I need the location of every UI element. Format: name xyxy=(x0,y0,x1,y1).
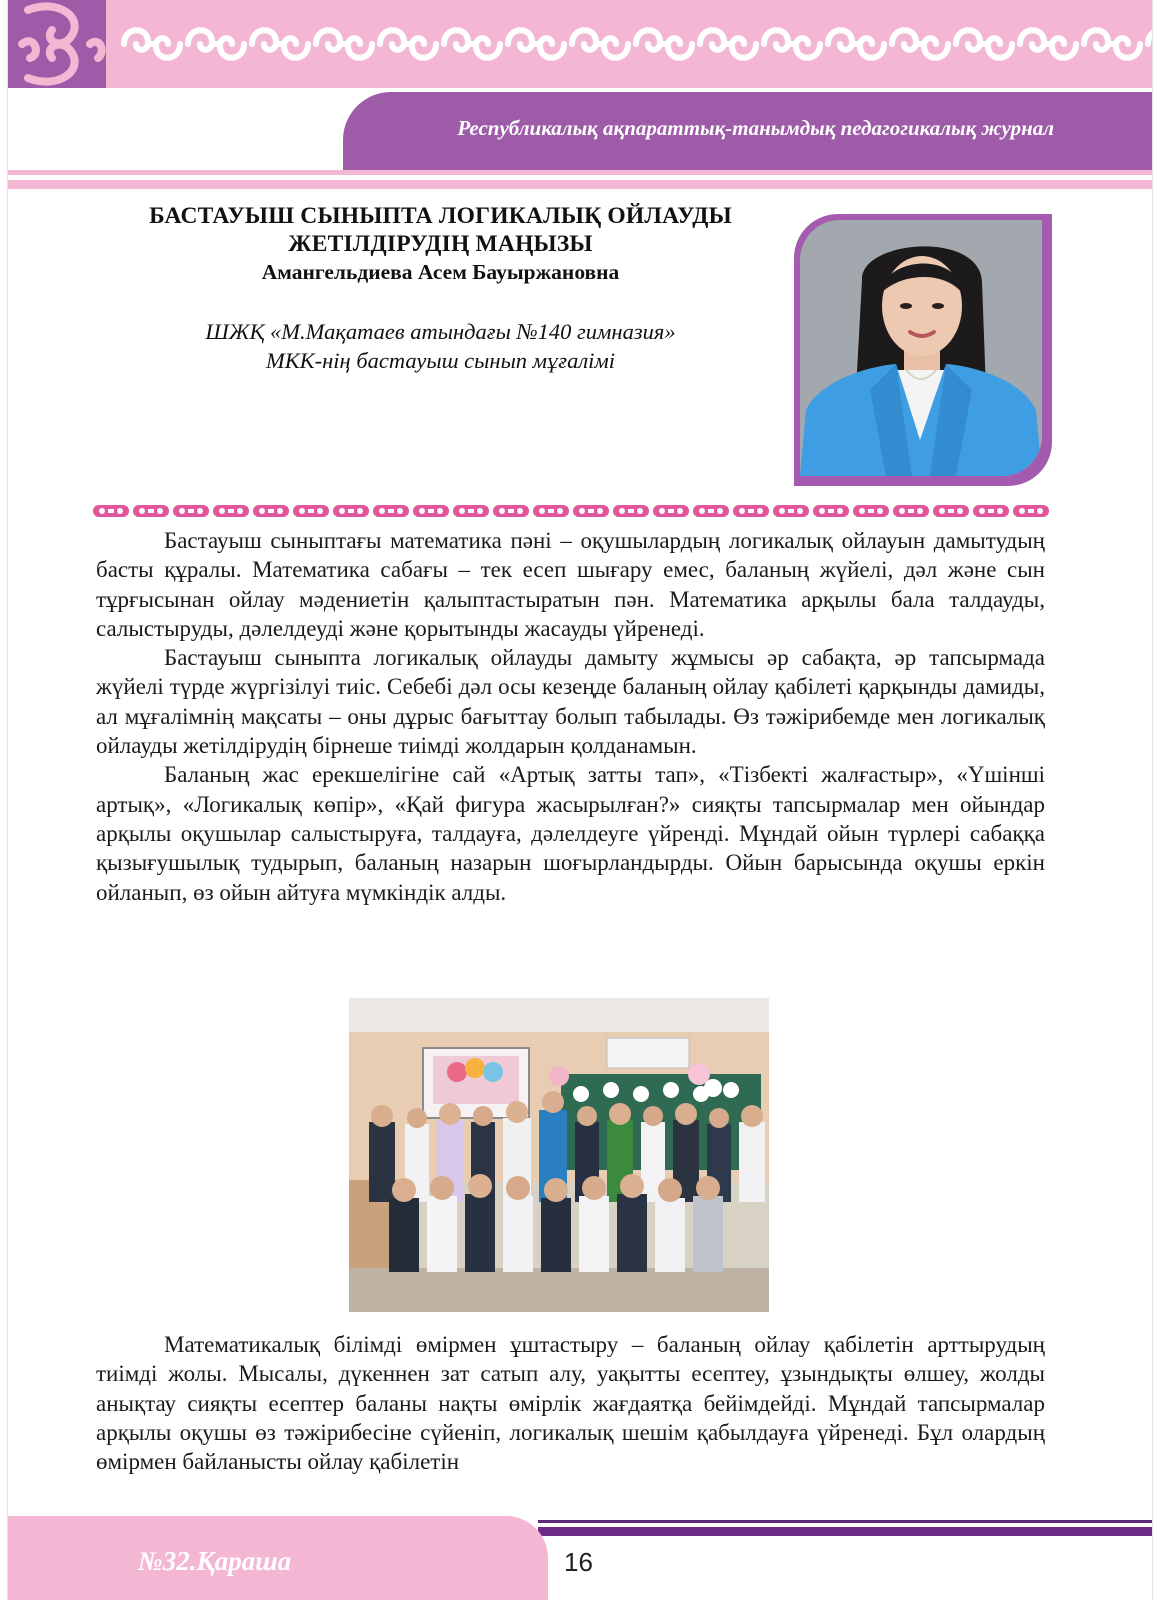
footer-divider-thick xyxy=(538,1527,1152,1536)
author-affiliation xyxy=(88,317,793,375)
body-paragraph-2: Бастауыш сыныпта логикалық ойлауды дамыту жұмысы әр сабақта, әр тапсырмада жүйелі түрде жүргізілуі тиіс. Себебі дәл осы кезеңде баланың ойлау қабілеті қарқынды дамиды, ал мұғалімнің мақсаты – оны дұрыс бағыттау болып табылады. Өз тәжірибемде мен логикалық ойлауды жетілдірудің бірнеше тиімді жолдарын қолданамын. xyxy=(96,645,1045,759)
affiliation-line-2: МКК-нің бастауыш сынып мұғалімі xyxy=(266,348,615,373)
journal-banner xyxy=(343,92,1152,174)
footer-divider-thin xyxy=(538,1520,1152,1523)
class-photo-image xyxy=(349,998,769,1312)
author-name: Амангельдиева Асем Бауыржановна xyxy=(261,260,620,284)
header-divider-thin xyxy=(8,170,1152,175)
corner-ornament-icon xyxy=(8,0,106,88)
author-portrait-frame xyxy=(794,214,1052,486)
article-title-line-1: БАСТАУЫШ СЫНЫПТА ЛОГИКАЛЫҚ ОЙЛАУДЫ xyxy=(149,203,732,229)
header-band xyxy=(8,0,1152,88)
header-divider-thick xyxy=(8,180,1152,189)
affiliation-line-1: ШЖҚ «М.Мақатаев атындағы №140 гимназия» xyxy=(205,319,676,344)
article-body-part-2 xyxy=(96,1330,1045,1476)
article-title-line-2: ЖЕТІЛДІРУДІҢ МАҢЫЗЫ xyxy=(288,231,593,257)
class-photo xyxy=(349,998,769,1312)
journal-page xyxy=(8,0,1152,1600)
body-paragraph-1: Бастауыш сыныптағы математика пәні – оқушылардың логикалық ойлауын дамытудың басты құралы. Математика сабағы – тек есеп шығару емес, баланың жүйелі, дәл және сын тұрғысынан ойлау мәдениетін қалыптастыратын пән. Математика арқылы бала талдауды, салыстыруды, дәлелдеуді және қорытынды жасауды үйренеді. xyxy=(96,528,1045,641)
journal-title: Республикалық ақпараттық-танымдық педагогикалық журнал xyxy=(457,116,1054,140)
page-number: 16 xyxy=(564,1547,593,1577)
header-ornament-icon xyxy=(120,12,1152,76)
body-paragraph-3: Баланың жас ерекшелігіне сай «Артық затты тап», «Тізбекті жалғастыр», «Үшінші артық», «Логикалық көпір», «Қай фигура жасырылған?» сияқты тапсырмалар мен ойындар арқылы оқушылар салыстыруға, талдауға, дәлелдеуге үйренді. Мұндай ойын түрлері сабаққа қызығушылық тудырып, баланың назарын шоғырландырды. Ойын барысында оқушы еркін ойланып, өз ойын айтуға мүмкіндік алды. xyxy=(96,762,1045,905)
issue-label: №32.Қараша xyxy=(138,1546,292,1576)
ornamental-divider-icon xyxy=(92,502,1052,520)
article-body-part-1 xyxy=(96,526,1045,907)
author-portrait xyxy=(800,220,1042,476)
portrait-image xyxy=(800,220,1042,476)
article-title xyxy=(88,202,793,258)
body-paragraph-4: Математикалық білімді өмірмен ұштастыру – баланың ойлау қабілетін арттырудың тиімді жолы. Мысалы, дүкеннен зат сатып алу, уақытты есептеу, ұзындықты өлшеу, жолды анықтау сияқты есептер баланы нақты өмірлік жағдаятқа бейімдейді. Мұндай тапсырмалар арқылы оқушы өз тәжірибесіне сүйеніп, логикалық шешім қабылдауға үйренеді. Бұл олардың өмірмен байланысты ойлау қабілетін xyxy=(96,1332,1045,1475)
